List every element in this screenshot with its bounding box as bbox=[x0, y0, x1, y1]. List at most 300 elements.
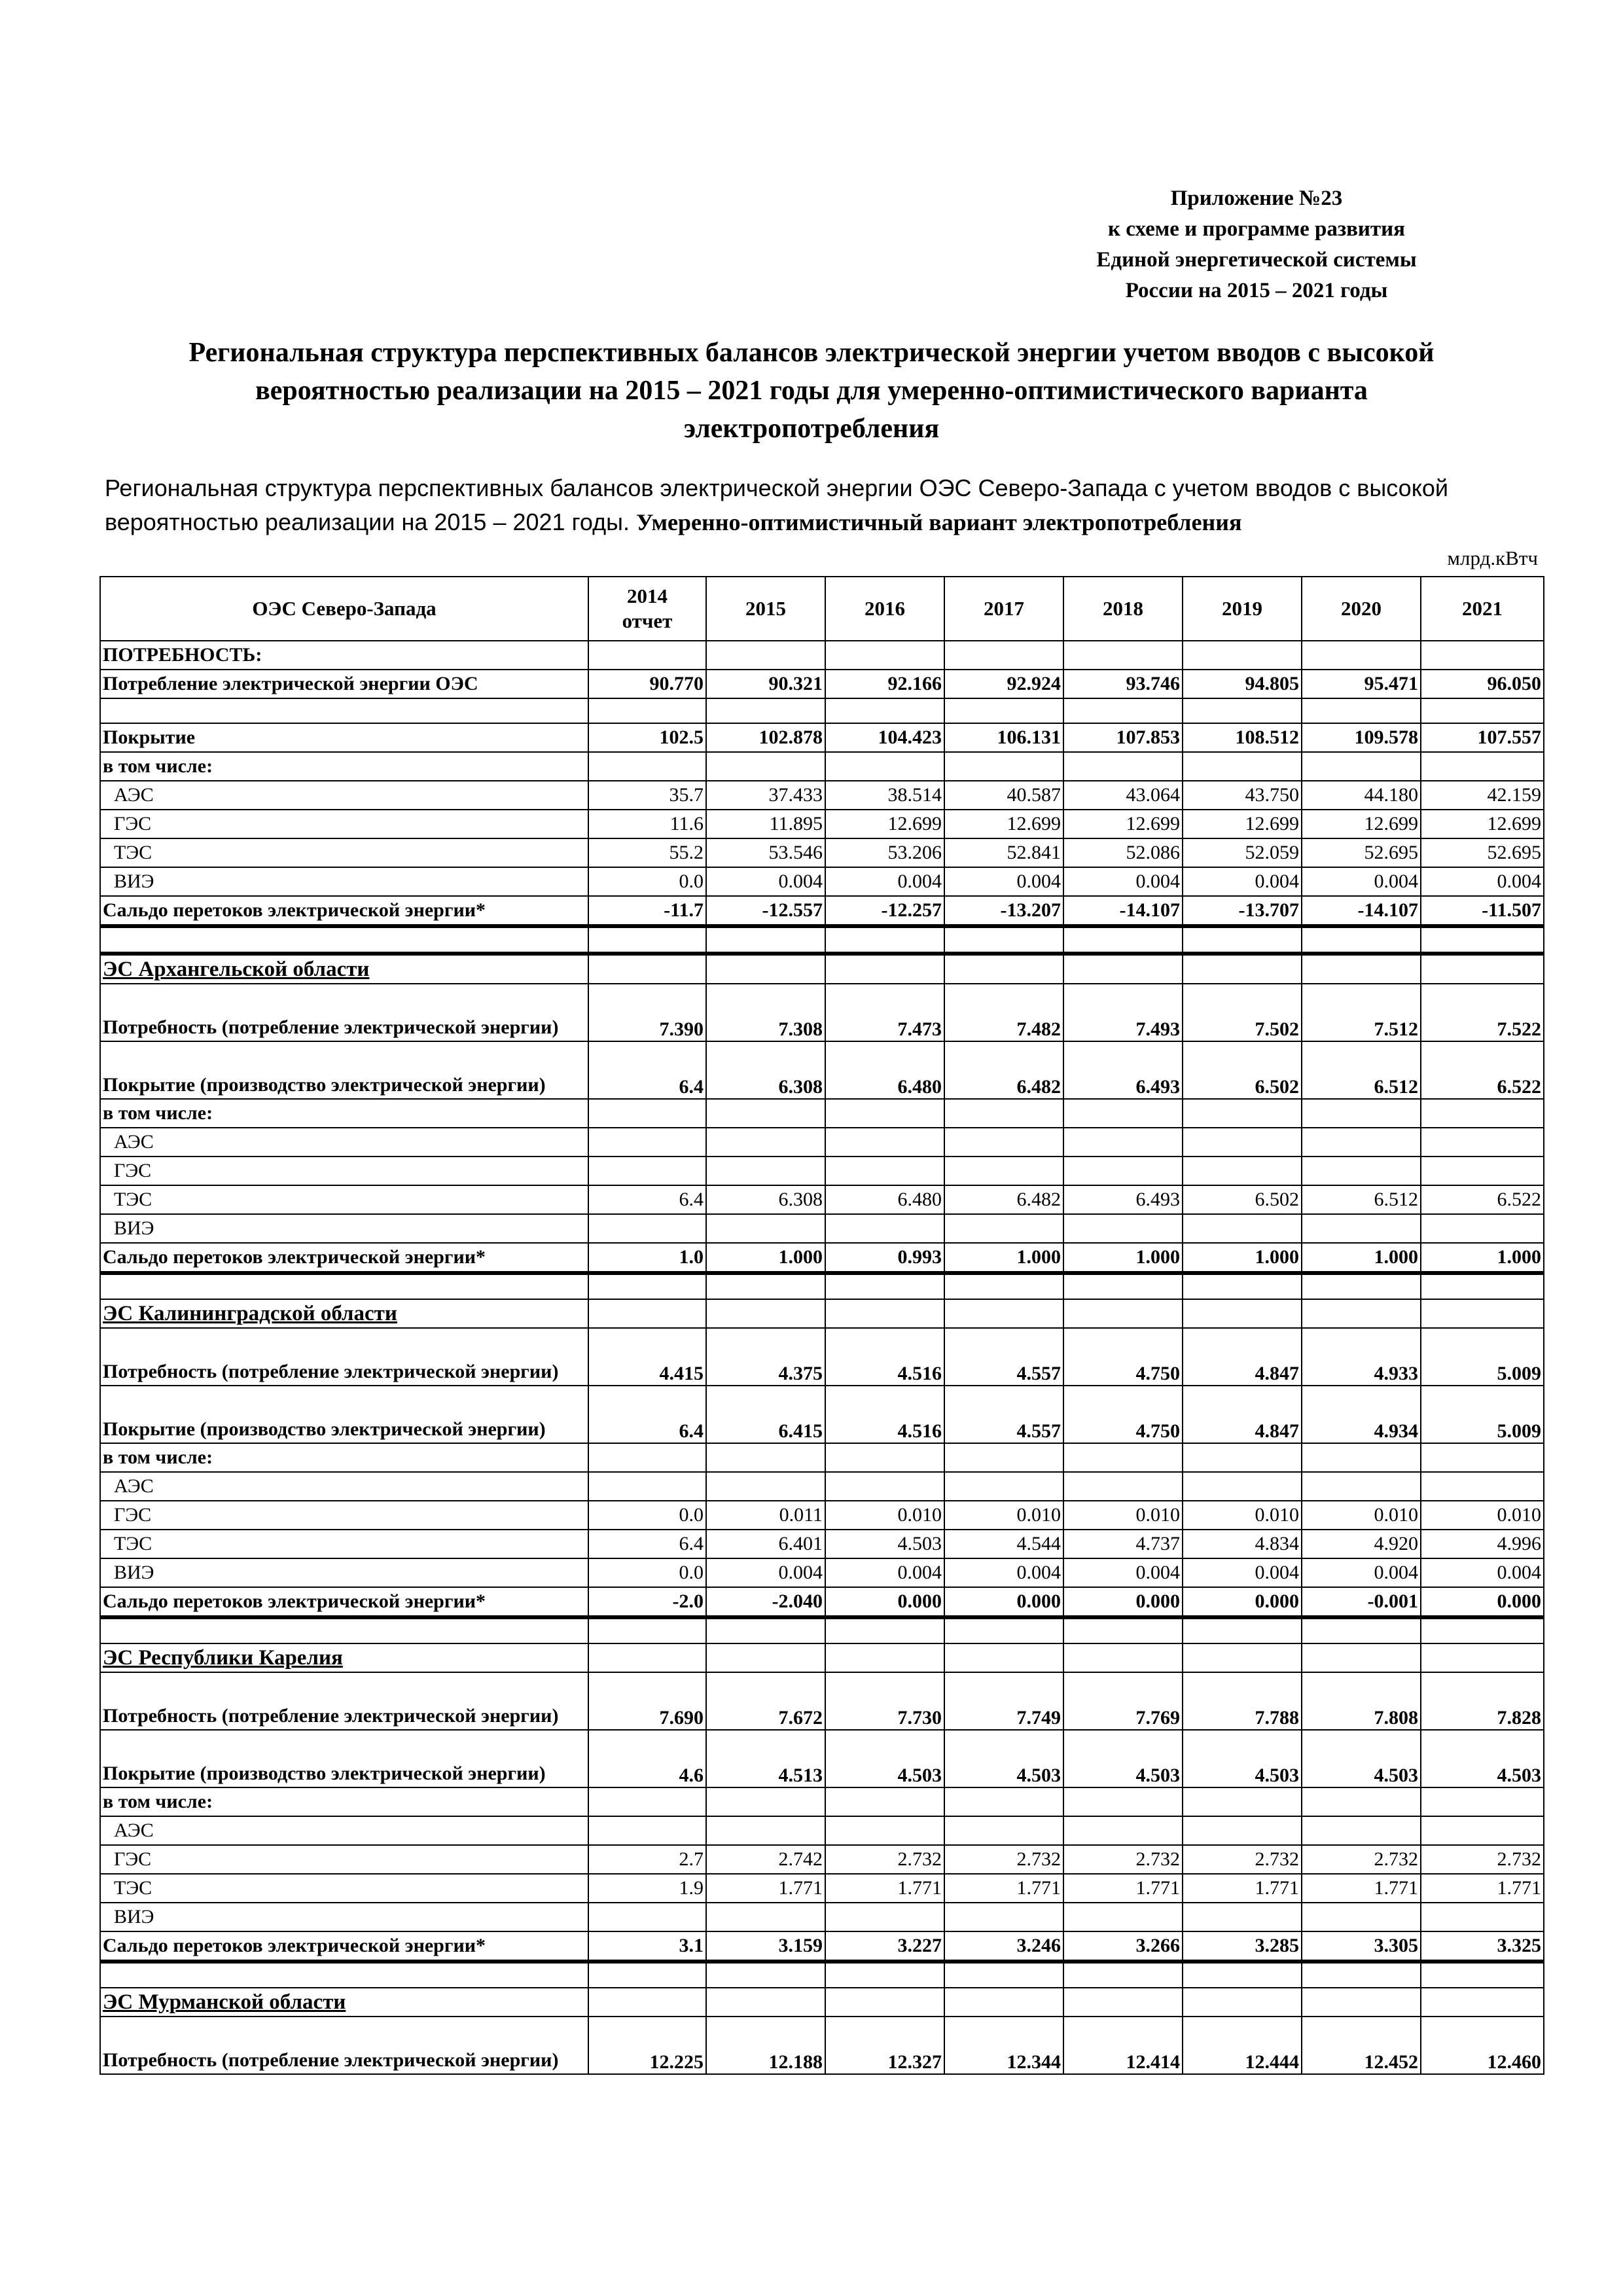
row-value: 1.771 bbox=[706, 1874, 825, 1903]
row-value: 7.788 bbox=[1183, 1672, 1302, 1730]
row-value bbox=[1302, 954, 1421, 984]
row-value: 1.771 bbox=[1183, 1874, 1302, 1903]
row-value: 0.0 bbox=[588, 1558, 706, 1587]
row-value: 109.578 bbox=[1302, 723, 1421, 752]
row-value: 4.996 bbox=[1421, 1530, 1544, 1558]
units-label: млрд.кВтч bbox=[1447, 547, 1538, 569]
row-value bbox=[1421, 1643, 1544, 1672]
row-value bbox=[1183, 1617, 1302, 1643]
row-value: 7.390 bbox=[588, 984, 706, 1041]
row-value: 92.924 bbox=[944, 670, 1063, 698]
appendix-block bbox=[1034, 183, 1479, 306]
row-value bbox=[1183, 1443, 1302, 1472]
row-value: -13.707 bbox=[1183, 896, 1302, 926]
row-value bbox=[825, 1816, 944, 1845]
row-value: 12.699 bbox=[1183, 810, 1302, 838]
row-value bbox=[1063, 1617, 1183, 1643]
row-value: 2.732 bbox=[944, 1845, 1063, 1874]
row-label: ТЭС bbox=[100, 1530, 588, 1558]
row-value: 0.000 bbox=[1421, 1587, 1544, 1617]
row-value: 6.493 bbox=[1063, 1185, 1183, 1214]
row-label bbox=[100, 1962, 588, 1988]
row-value: 1.000 bbox=[706, 1243, 825, 1273]
row-value bbox=[706, 1988, 825, 2017]
row-value: 0.004 bbox=[1302, 867, 1421, 896]
header-year-2014 bbox=[588, 577, 706, 641]
appendix-line-1: Приложение №23 bbox=[1170, 187, 1343, 210]
row-value: 0.004 bbox=[706, 867, 825, 896]
table-row bbox=[100, 810, 1544, 838]
row-value bbox=[1063, 1443, 1183, 1472]
row-value: 0.004 bbox=[706, 1558, 825, 1587]
row-value: 2.732 bbox=[1063, 1845, 1183, 1874]
table-row bbox=[100, 1962, 1544, 1988]
row-value bbox=[825, 1099, 944, 1128]
row-label bbox=[100, 1273, 588, 1299]
row-value bbox=[1302, 926, 1421, 954]
row-value bbox=[825, 1988, 944, 2017]
table-row bbox=[100, 1443, 1544, 1472]
row-value: 52.086 bbox=[1063, 838, 1183, 867]
row-value bbox=[1063, 1787, 1183, 1816]
row-label: Сальдо перетоков электрической энергии* bbox=[100, 896, 588, 926]
table-row bbox=[100, 867, 1544, 896]
row-value: 7.730 bbox=[825, 1672, 944, 1730]
table-row bbox=[100, 1845, 1544, 1874]
row-value bbox=[944, 698, 1063, 723]
row-label: Сальдо перетоков электрической энергии* bbox=[100, 1587, 588, 1617]
row-value bbox=[706, 1816, 825, 1845]
row-value bbox=[1421, 1299, 1544, 1328]
row-value bbox=[1302, 1443, 1421, 1472]
row-value bbox=[1063, 954, 1183, 984]
header-year: 2017 bbox=[944, 577, 1063, 641]
row-value: 102.878 bbox=[706, 723, 825, 752]
row-value bbox=[1302, 1617, 1421, 1643]
row-value: 12.699 bbox=[1302, 810, 1421, 838]
row-value: 52.695 bbox=[1302, 838, 1421, 867]
row-label: Покрытие (производство электрической энергии) bbox=[100, 1730, 588, 1787]
row-value bbox=[1302, 1099, 1421, 1128]
table-row bbox=[100, 838, 1544, 867]
row-value: 6.401 bbox=[706, 1530, 825, 1558]
row-value: 94.805 bbox=[1183, 670, 1302, 698]
row-value bbox=[1302, 641, 1421, 670]
row-value: 0.000 bbox=[1063, 1587, 1183, 1617]
row-value bbox=[825, 641, 944, 670]
row-value: 3.246 bbox=[944, 1931, 1063, 1962]
row-value: 106.131 bbox=[944, 723, 1063, 752]
row-value bbox=[588, 1962, 706, 1988]
row-value: 1.771 bbox=[825, 1874, 944, 1903]
row-value: 6.4 bbox=[588, 1386, 706, 1443]
row-value: 4.920 bbox=[1302, 1530, 1421, 1558]
row-value bbox=[1063, 1643, 1183, 1672]
table-row bbox=[100, 2017, 1544, 2074]
row-value bbox=[944, 926, 1063, 954]
row-value: 0.000 bbox=[944, 1587, 1063, 1617]
table-caption-variant: Умеренно-оптимистичный вариант электропотребления bbox=[636, 509, 1242, 535]
row-value bbox=[588, 1443, 706, 1472]
header-year: 2018 bbox=[1063, 577, 1183, 641]
row-label: Покрытие bbox=[100, 723, 588, 752]
row-value: 95.471 bbox=[1302, 670, 1421, 698]
row-value: 6.493 bbox=[1063, 1041, 1183, 1099]
row-value: 4.503 bbox=[1063, 1730, 1183, 1787]
row-value: 43.750 bbox=[1183, 781, 1302, 810]
row-value: 0.010 bbox=[1421, 1501, 1544, 1530]
row-label: ВИЭ bbox=[100, 1903, 588, 1931]
row-value bbox=[1302, 1273, 1421, 1299]
row-value bbox=[1183, 1988, 1302, 2017]
table-row bbox=[100, 1587, 1544, 1617]
row-value: 4.544 bbox=[944, 1530, 1063, 1558]
row-label bbox=[100, 926, 588, 954]
row-value: -14.107 bbox=[1063, 896, 1183, 926]
row-value bbox=[1421, 1128, 1544, 1157]
row-value: 0.004 bbox=[825, 867, 944, 896]
row-value bbox=[1421, 1816, 1544, 1845]
row-label: ГЭС bbox=[100, 1501, 588, 1530]
row-value bbox=[1302, 698, 1421, 723]
row-value: 102.5 bbox=[588, 723, 706, 752]
row-value bbox=[706, 1787, 825, 1816]
row-value: 6.308 bbox=[706, 1185, 825, 1214]
row-value bbox=[706, 1299, 825, 1328]
row-value: 53.206 bbox=[825, 838, 944, 867]
row-value: 0.010 bbox=[1302, 1501, 1421, 1530]
row-value: 6.512 bbox=[1302, 1185, 1421, 1214]
table-row bbox=[100, 1903, 1544, 1931]
table-row bbox=[100, 723, 1544, 752]
table-header-row bbox=[100, 577, 1544, 641]
row-value bbox=[1063, 926, 1183, 954]
row-value bbox=[1183, 1214, 1302, 1243]
row-label: Покрытие (производство электрической энергии) bbox=[100, 1386, 588, 1443]
row-value bbox=[588, 698, 706, 723]
table-row bbox=[100, 984, 1544, 1041]
row-value: 1.000 bbox=[1302, 1243, 1421, 1273]
row-value bbox=[825, 1157, 944, 1185]
row-value bbox=[1063, 698, 1183, 723]
table-row bbox=[100, 1816, 1544, 1845]
row-value bbox=[825, 1214, 944, 1243]
row-value: 12.699 bbox=[944, 810, 1063, 838]
row-value bbox=[1302, 1128, 1421, 1157]
row-label: ЭС Калининградской области bbox=[100, 1299, 588, 1328]
row-value: 0.004 bbox=[1063, 1558, 1183, 1587]
row-value: 3.227 bbox=[825, 1931, 944, 1962]
row-value: -2.040 bbox=[706, 1587, 825, 1617]
row-value: 7.749 bbox=[944, 1672, 1063, 1730]
row-label: Потребность (потребление электрической энергии) bbox=[100, 1328, 588, 1386]
row-label: Потребность (потребление электрической энергии) bbox=[100, 984, 588, 1041]
row-value bbox=[1063, 1299, 1183, 1328]
row-value bbox=[825, 1273, 944, 1299]
row-value: 7.522 bbox=[1421, 984, 1544, 1041]
row-value: 7.473 bbox=[825, 984, 944, 1041]
row-value: 6.482 bbox=[944, 1185, 1063, 1214]
row-value bbox=[706, 1157, 825, 1185]
row-value: 0.004 bbox=[1183, 867, 1302, 896]
row-value bbox=[1302, 1643, 1421, 1672]
appendix-line-3: Единой энергетической системы bbox=[1096, 248, 1417, 272]
row-value: 1.9 bbox=[588, 1874, 706, 1903]
row-value: 4.415 bbox=[588, 1328, 706, 1386]
document-title: Региональная структура перспективных балансов электрической энергии учетом вводов с высокой вероятностью реализации на 2015 – 2021 годы для умеренно-оптимистического варианта электропотребления bbox=[188, 338, 1435, 444]
row-value: 93.746 bbox=[1063, 670, 1183, 698]
table-row bbox=[100, 1988, 1544, 2017]
row-value bbox=[825, 1443, 944, 1472]
row-value: 107.853 bbox=[1063, 723, 1183, 752]
row-value bbox=[588, 1617, 706, 1643]
row-value bbox=[1302, 752, 1421, 781]
row-value bbox=[944, 1903, 1063, 1931]
row-value: 3.305 bbox=[1302, 1931, 1421, 1962]
row-label: ТЭС bbox=[100, 1874, 588, 1903]
row-value: 1.000 bbox=[1063, 1243, 1183, 1273]
row-value bbox=[1421, 1988, 1544, 2017]
table-row bbox=[100, 1874, 1544, 1903]
row-value bbox=[944, 1443, 1063, 1472]
row-value: 6.502 bbox=[1183, 1185, 1302, 1214]
row-label: Покрытие (производство электрической энергии) bbox=[100, 1041, 588, 1099]
row-label: ГЭС bbox=[100, 1845, 588, 1874]
table-row bbox=[100, 1617, 1544, 1643]
row-value bbox=[1183, 1816, 1302, 1845]
row-value: 3.285 bbox=[1183, 1931, 1302, 1962]
table-row bbox=[100, 1386, 1544, 1443]
table-row bbox=[100, 1672, 1544, 1730]
row-value: 6.522 bbox=[1421, 1185, 1544, 1214]
row-value: 4.847 bbox=[1183, 1328, 1302, 1386]
row-value: 0.000 bbox=[1183, 1587, 1302, 1617]
row-value bbox=[1063, 1988, 1183, 2017]
row-value: 4.557 bbox=[944, 1328, 1063, 1386]
row-value bbox=[588, 752, 706, 781]
row-value bbox=[1302, 1816, 1421, 1845]
row-value bbox=[1063, 1273, 1183, 1299]
row-value: 12.460 bbox=[1421, 2017, 1544, 2074]
row-value bbox=[1063, 1099, 1183, 1128]
row-value bbox=[1183, 1099, 1302, 1128]
row-value bbox=[588, 1903, 706, 1931]
row-value: -13.207 bbox=[944, 896, 1063, 926]
table-row bbox=[100, 1472, 1544, 1501]
row-value: 40.587 bbox=[944, 781, 1063, 810]
row-label bbox=[100, 698, 588, 723]
row-value bbox=[706, 752, 825, 781]
row-value bbox=[944, 752, 1063, 781]
row-value bbox=[706, 926, 825, 954]
row-value: -0.001 bbox=[1302, 1587, 1421, 1617]
row-value bbox=[706, 1128, 825, 1157]
row-value: 7.672 bbox=[706, 1672, 825, 1730]
row-value: 1.771 bbox=[1063, 1874, 1183, 1903]
table-row bbox=[100, 1501, 1544, 1530]
row-value: 0.0 bbox=[588, 867, 706, 896]
row-value bbox=[1421, 1443, 1544, 1472]
row-value bbox=[825, 1903, 944, 1931]
row-value: 4.834 bbox=[1183, 1530, 1302, 1558]
row-value: 0.004 bbox=[825, 1558, 944, 1587]
row-label: в том числе: bbox=[100, 752, 588, 781]
row-value: 12.699 bbox=[1063, 810, 1183, 838]
row-value bbox=[588, 1643, 706, 1672]
row-value bbox=[1183, 698, 1302, 723]
row-value: 4.934 bbox=[1302, 1386, 1421, 1443]
row-value: 7.690 bbox=[588, 1672, 706, 1730]
row-value: 3.159 bbox=[706, 1931, 825, 1962]
table-row bbox=[100, 781, 1544, 810]
row-value bbox=[1063, 1128, 1183, 1157]
row-value: 104.423 bbox=[825, 723, 944, 752]
row-value: 7.512 bbox=[1302, 984, 1421, 1041]
table-row bbox=[100, 752, 1544, 781]
row-label: АЭС bbox=[100, 781, 588, 810]
row-value: 7.482 bbox=[944, 984, 1063, 1041]
row-value bbox=[944, 1214, 1063, 1243]
row-value bbox=[1302, 1157, 1421, 1185]
row-value: 3.325 bbox=[1421, 1931, 1544, 1962]
row-value bbox=[1183, 1787, 1302, 1816]
row-value bbox=[1421, 641, 1544, 670]
row-label: в том числе: bbox=[100, 1099, 588, 1128]
row-value bbox=[588, 1128, 706, 1157]
row-value: 90.770 bbox=[588, 670, 706, 698]
row-value bbox=[1421, 1903, 1544, 1931]
table-row bbox=[100, 1157, 1544, 1185]
row-label: ВИЭ bbox=[100, 1214, 588, 1243]
table-row bbox=[100, 1185, 1544, 1214]
row-value bbox=[706, 641, 825, 670]
row-value bbox=[825, 1472, 944, 1501]
row-value: -12.257 bbox=[825, 896, 944, 926]
row-value: 12.188 bbox=[706, 2017, 825, 2074]
row-value: 0.004 bbox=[1421, 867, 1544, 896]
header-year: 2021 bbox=[1421, 577, 1544, 641]
row-value bbox=[1183, 1962, 1302, 1988]
appendix-line-2: к схеме и программе развития bbox=[1107, 217, 1406, 241]
row-value: 6.522 bbox=[1421, 1041, 1544, 1099]
row-value: -14.107 bbox=[1302, 896, 1421, 926]
row-value: 53.546 bbox=[706, 838, 825, 867]
row-value bbox=[706, 1273, 825, 1299]
row-value bbox=[706, 1962, 825, 1988]
row-label: АЭС bbox=[100, 1472, 588, 1501]
header-year: 2020 bbox=[1302, 577, 1421, 641]
row-value bbox=[588, 1299, 706, 1328]
row-value: 2.732 bbox=[825, 1845, 944, 1874]
row-value: 1.771 bbox=[944, 1874, 1063, 1903]
row-value bbox=[1063, 1816, 1183, 1845]
row-label: АЭС bbox=[100, 1128, 588, 1157]
table-row bbox=[100, 1558, 1544, 1587]
row-value bbox=[1421, 1214, 1544, 1243]
row-value: 6.502 bbox=[1183, 1041, 1302, 1099]
row-value: 6.512 bbox=[1302, 1041, 1421, 1099]
row-value: 4.503 bbox=[1302, 1730, 1421, 1787]
row-value bbox=[944, 1472, 1063, 1501]
row-value: 4.750 bbox=[1063, 1386, 1183, 1443]
row-value: 4.503 bbox=[825, 1730, 944, 1787]
row-value: 4.750 bbox=[1063, 1328, 1183, 1386]
row-value: 4.6 bbox=[588, 1730, 706, 1787]
row-value: 4.847 bbox=[1183, 1386, 1302, 1443]
row-value: 12.699 bbox=[825, 810, 944, 838]
row-value: 0.004 bbox=[1063, 867, 1183, 896]
row-value: 92.166 bbox=[825, 670, 944, 698]
row-value bbox=[825, 1299, 944, 1328]
row-value: 90.321 bbox=[706, 670, 825, 698]
balance-table bbox=[99, 576, 1544, 2075]
row-value: 4.503 bbox=[825, 1530, 944, 1558]
row-value bbox=[825, 1962, 944, 1988]
row-value bbox=[1421, 1157, 1544, 1185]
row-value bbox=[1063, 1157, 1183, 1185]
row-value: 0.0 bbox=[588, 1501, 706, 1530]
row-value bbox=[706, 1472, 825, 1501]
row-value bbox=[706, 1903, 825, 1931]
row-value: 2.742 bbox=[706, 1845, 825, 1874]
row-value bbox=[825, 1617, 944, 1643]
row-label: ТЭС bbox=[100, 838, 588, 867]
row-value: 12.225 bbox=[588, 2017, 706, 2074]
row-value: 11.895 bbox=[706, 810, 825, 838]
table-row bbox=[100, 1243, 1544, 1273]
row-value: 1.0 bbox=[588, 1243, 706, 1273]
row-value bbox=[1302, 1962, 1421, 1988]
table-row bbox=[100, 1730, 1544, 1787]
table-caption-text: Региональная структура перспективных балансов электрической энергии ОЭС Северо-Запада с учетом вводов с высокой вероятностью реализации на 2015 – 2021 годы. bbox=[105, 475, 1448, 535]
row-value bbox=[1302, 1988, 1421, 2017]
row-value bbox=[1063, 641, 1183, 670]
header-year: 2015 bbox=[706, 577, 825, 641]
row-value bbox=[1063, 1962, 1183, 1988]
row-value bbox=[1183, 926, 1302, 954]
row-value bbox=[1063, 1472, 1183, 1501]
row-value: 1.000 bbox=[1183, 1243, 1302, 1273]
row-label: ПОТРЕБНОСТЬ: bbox=[100, 641, 588, 670]
table-row bbox=[100, 1299, 1544, 1328]
row-value bbox=[1302, 1472, 1421, 1501]
row-label: ТЭС bbox=[100, 1185, 588, 1214]
table-row bbox=[100, 954, 1544, 984]
row-value: 35.7 bbox=[588, 781, 706, 810]
row-value: 7.808 bbox=[1302, 1672, 1421, 1730]
row-value: 1.771 bbox=[1302, 1874, 1421, 1903]
row-value bbox=[1183, 1157, 1302, 1185]
row-value bbox=[944, 641, 1063, 670]
table-row bbox=[100, 698, 1544, 723]
row-value: 4.503 bbox=[1183, 1730, 1302, 1787]
table-row bbox=[100, 1643, 1544, 1672]
row-value bbox=[588, 641, 706, 670]
header-name: ОЭС Северо-Запада bbox=[100, 577, 588, 641]
row-value bbox=[944, 1099, 1063, 1128]
row-value bbox=[1421, 1617, 1544, 1643]
row-value bbox=[706, 1443, 825, 1472]
row-value: 12.344 bbox=[944, 2017, 1063, 2074]
row-value bbox=[588, 1816, 706, 1845]
row-value: 2.732 bbox=[1421, 1845, 1544, 1874]
row-value: 4.557 bbox=[944, 1386, 1063, 1443]
row-value bbox=[944, 1617, 1063, 1643]
row-value: 7.769 bbox=[1063, 1672, 1183, 1730]
row-value: 6.480 bbox=[825, 1185, 944, 1214]
row-value bbox=[1421, 1472, 1544, 1501]
table-row bbox=[100, 641, 1544, 670]
